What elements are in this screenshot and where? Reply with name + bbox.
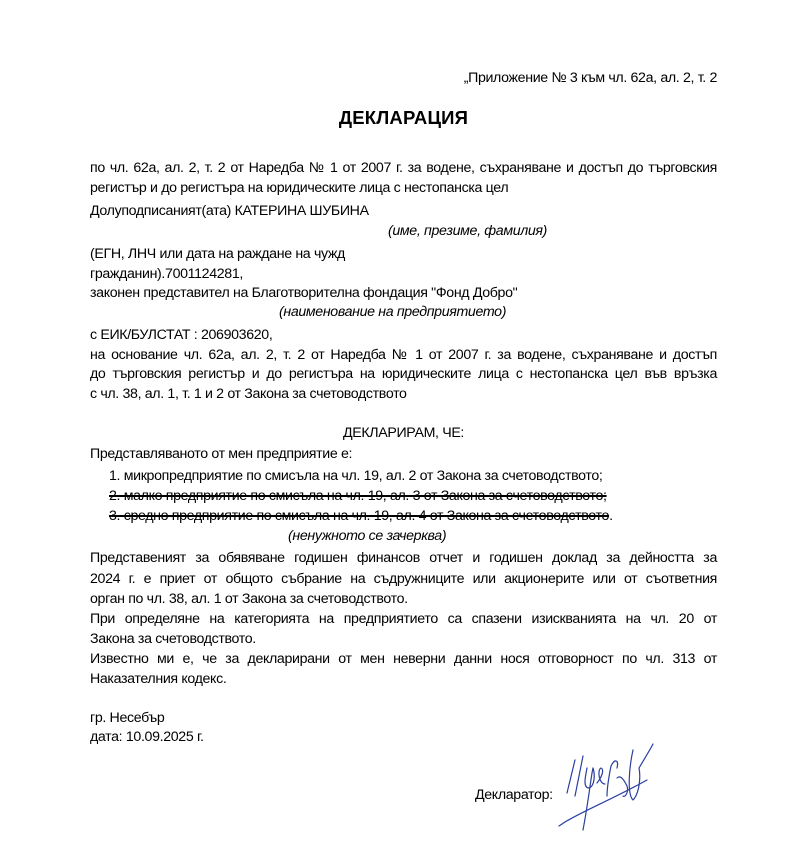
declaration-lead: Представляваното от мен предприятие е: [90, 446, 353, 462]
para2-line-2: Закона за счетоводството. [90, 631, 256, 647]
signature-image [555, 738, 660, 838]
option-medium-row [109, 506, 613, 526]
signature-stroke-5 [607, 761, 618, 796]
option-medium-struck: 3. средно предприятие по смисъла на чл. 19, ал. 4 от Закона за счетоводството [109, 508, 610, 524]
eik-line: с ЕИК/БУЛСТАТ : 206903620, [90, 327, 273, 343]
annex-reference: „Приложение № 3 към чл. 62а, ал. 2, т. 2 [463, 70, 717, 86]
para3-line-1: Известно ми е, че за декларирани от мен неверни данни нося отговорност по чл. 313 от [90, 651, 717, 667]
options-hint: (ненужното се зачерква) [288, 528, 447, 544]
option-micro: 1. микропредприятие по смисъла на чл. 19, ал. 2 от Закона за счетоводството; [109, 468, 603, 484]
para1-line-1: Представеният за обявяване годишен финансов отчет и годишен доклад за дейността за [90, 550, 717, 566]
signature-stroke-2 [575, 756, 583, 796]
representative-line: законен представител на Благотворителна фондация "Фонд Добро" [90, 285, 518, 301]
signature-stroke-7 [629, 744, 653, 800]
entity-hint: (наименование на предприятието) [279, 304, 507, 320]
date: дата: 10.09.2025 г. [90, 729, 204, 745]
basis-line-3: с чл. 38, ал. 1, т. 1 и 2 от Закона за счетоводството [90, 386, 407, 402]
option-medium-suffix: . [609, 508, 613, 524]
basis-line-2: до търговския регистър и до регистъра на юридическите лица с нестопанска цел във връзка [90, 366, 717, 382]
document-title: ДЕКЛАРАЦИЯ [338, 107, 469, 128]
city: гр. Несебър [90, 710, 165, 726]
intro-line-2: регистър и до регистъра на юридическите лица с нестопанска цел [90, 180, 509, 196]
para3-line-2: Наказателния кодекс. [90, 671, 227, 687]
basis-line-1: на основание чл. 62а, ал. 2, т. 2 от Наредба № 1 от 2007 г. за водене, съхраняване и достъп [90, 347, 717, 363]
option-small-struck: 2. малко предприятие по смисъла на чл. 19, ал. 3 от Закона за счетоводството; [109, 488, 607, 504]
signature-stroke-3 [583, 768, 594, 830]
signature-stroke-8 [559, 780, 647, 826]
signature-stroke-1 [567, 760, 575, 793]
intro-line-1: по чл. 62а, ал. 2, т. 2 от Наредба № 1 от 2007 г. за водене, съхраняване и достъп до търговския [90, 160, 717, 176]
declarant-label: Декларатор: [475, 787, 553, 803]
name-hint: (име, презиме, фамилия) [388, 223, 548, 239]
id-line-2: гражданин).7001124281, [90, 266, 243, 282]
id-line-1: (ЕГН, ЛНЧ или дата на раждане на чужд [90, 246, 345, 262]
para1-line-3: орган по чл. 38, ал. 1 от Закона за счетоводството. [90, 591, 408, 607]
para1-line-2: 2024 г. е приет от общото събрание на съдружниците или акционерите или от съответния [90, 571, 717, 587]
declarant-name-line: Долуподписаният(ата) КАТЕРИНА ШУБИНА [90, 203, 369, 219]
para2-line-1: При определяне на категорията на предприятието са спазени изискванията на чл. 20 от [90, 611, 717, 627]
signature-stroke-4 [597, 768, 605, 784]
declaration-heading: ДЕКЛАРИРАМ, ЧЕ: [342, 425, 465, 441]
